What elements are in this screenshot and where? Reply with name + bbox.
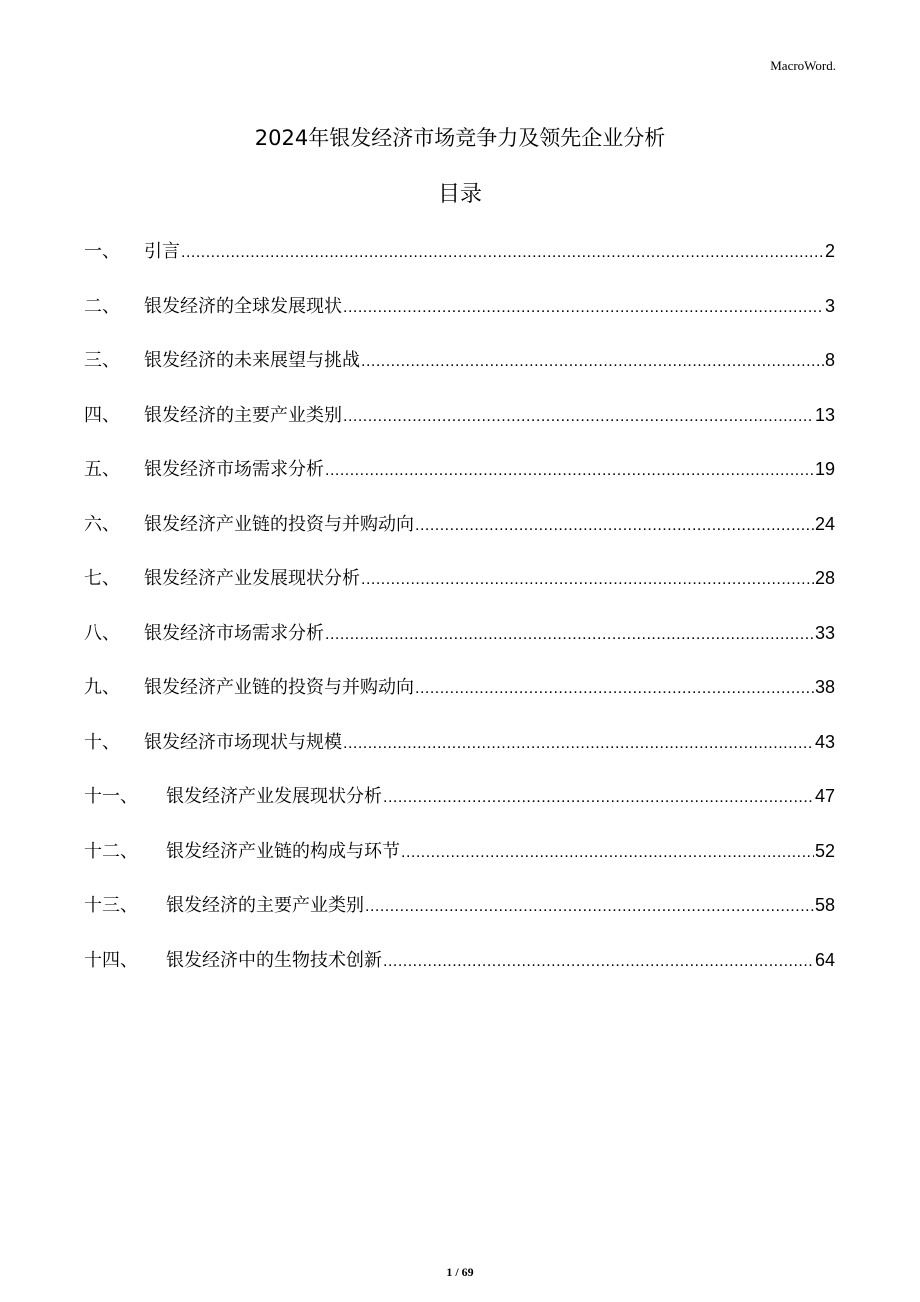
toc-entry-number: 五、 — [84, 459, 120, 480]
toc-entry-page: 43 — [814, 731, 835, 752]
toc-entry-page: 47 — [814, 786, 835, 806]
toc-entry-title: 银发经济中的生物技术创新 — [166, 949, 382, 971]
toc-entry-page: 3 — [824, 295, 835, 316]
toc-entry[interactable] — [84, 727, 835, 782]
toc-entry-number: 八、 — [84, 622, 120, 644]
toc-entry-page: 19 — [814, 459, 835, 479]
toc-entry-number: 十三、 — [84, 895, 138, 916]
toc-entry[interactable] — [84, 563, 835, 618]
toc-entry[interactable] — [84, 672, 835, 727]
toc-entry-title: 银发经济产业链的投资与并购动向 — [144, 677, 414, 698]
toc-entry-page: 24 — [814, 513, 835, 534]
toc-dot-leader — [383, 947, 814, 977]
toc-entry[interactable] — [84, 236, 835, 291]
toc-entry-page: 13 — [814, 404, 835, 425]
toc-dot-leader — [343, 729, 814, 759]
toc-dot-leader — [181, 238, 824, 268]
toc-entry[interactable] — [84, 618, 835, 673]
toc-entry-number: 六、 — [84, 513, 120, 535]
toc-dot-leader — [383, 783, 814, 813]
toc-dot-leader — [325, 456, 814, 486]
toc-entry[interactable] — [84, 890, 835, 945]
toc-entry-title: 银发经济的主要产业类别 — [144, 404, 342, 426]
toc-entry-number: 十四、 — [84, 949, 138, 971]
toc-entry-title: 银发经济的未来展望与挑战 — [144, 350, 360, 371]
toc-dot-leader — [415, 511, 814, 541]
toc-dot-leader — [325, 620, 814, 650]
toc-entry-number: 十一、 — [84, 786, 138, 807]
toc-entry-title: 银发经济的全球发展现状 — [144, 295, 342, 317]
toc-entry-number: 九、 — [84, 677, 120, 698]
toc-entry-page: 8 — [824, 350, 835, 370]
toc-entry[interactable] — [84, 945, 835, 1000]
table-of-contents — [84, 236, 835, 999]
toc-entry-page: 28 — [814, 568, 835, 588]
toc-entry-number: 一、 — [84, 241, 120, 262]
toc-entry-title: 引言 — [144, 241, 180, 262]
toc-entry-page: 38 — [814, 677, 835, 697]
toc-entry-number: 七、 — [84, 568, 120, 589]
toc-entry-title: 银发经济产业链的构成与环节 — [166, 840, 400, 862]
toc-entry-title: 银发经济市场需求分析 — [144, 459, 324, 480]
toc-entry-title: 银发经济市场现状与规模 — [144, 731, 342, 753]
toc-dot-leader — [361, 347, 824, 377]
toc-entry-title: 银发经济产业发展现状分析 — [166, 786, 382, 807]
toc-entry-number: 四、 — [84, 404, 120, 426]
toc-heading: 目录 — [437, 182, 482, 207]
header-brand: MacroWord. — [770, 58, 836, 73]
toc-entry-title: 银发经济产业发展现状分析 — [144, 568, 360, 589]
toc-entry-title: 银发经济市场需求分析 — [144, 622, 324, 644]
toc-entry[interactable] — [84, 836, 835, 891]
toc-entry-number: 十、 — [84, 731, 120, 753]
toc-dot-leader — [401, 838, 814, 868]
toc-entry-page: 52 — [814, 840, 835, 861]
toc-entry[interactable] — [84, 781, 835, 836]
toc-entry-page: 58 — [814, 895, 835, 915]
toc-entry-page: 33 — [814, 622, 835, 643]
toc-entry[interactable] — [84, 345, 835, 400]
toc-entry[interactable] — [84, 291, 835, 346]
toc-entry-page: 64 — [814, 949, 835, 970]
toc-entry[interactable] — [84, 400, 835, 455]
toc-entry-title: 银发经济的主要产业类别 — [166, 895, 364, 916]
toc-entry-number: 三、 — [84, 350, 120, 371]
toc-dot-leader — [365, 892, 814, 922]
toc-dot-leader — [361, 565, 814, 595]
toc-dot-leader — [343, 402, 814, 432]
page-indicator: 1 / 69 — [446, 1265, 474, 1279]
toc-entry[interactable] — [84, 509, 835, 564]
toc-entry-title: 银发经济产业链的投资与并购动向 — [144, 513, 414, 535]
toc-entry-number: 二、 — [84, 295, 120, 317]
toc-entry-number: 十二、 — [84, 840, 138, 862]
toc-dot-leader — [343, 293, 824, 323]
toc-entry[interactable] — [84, 454, 835, 509]
document-title: 2024年银发经济市场竞争力及领先企业分析 — [254, 126, 666, 150]
toc-entry-page: 2 — [824, 241, 835, 261]
toc-dot-leader — [415, 674, 814, 704]
